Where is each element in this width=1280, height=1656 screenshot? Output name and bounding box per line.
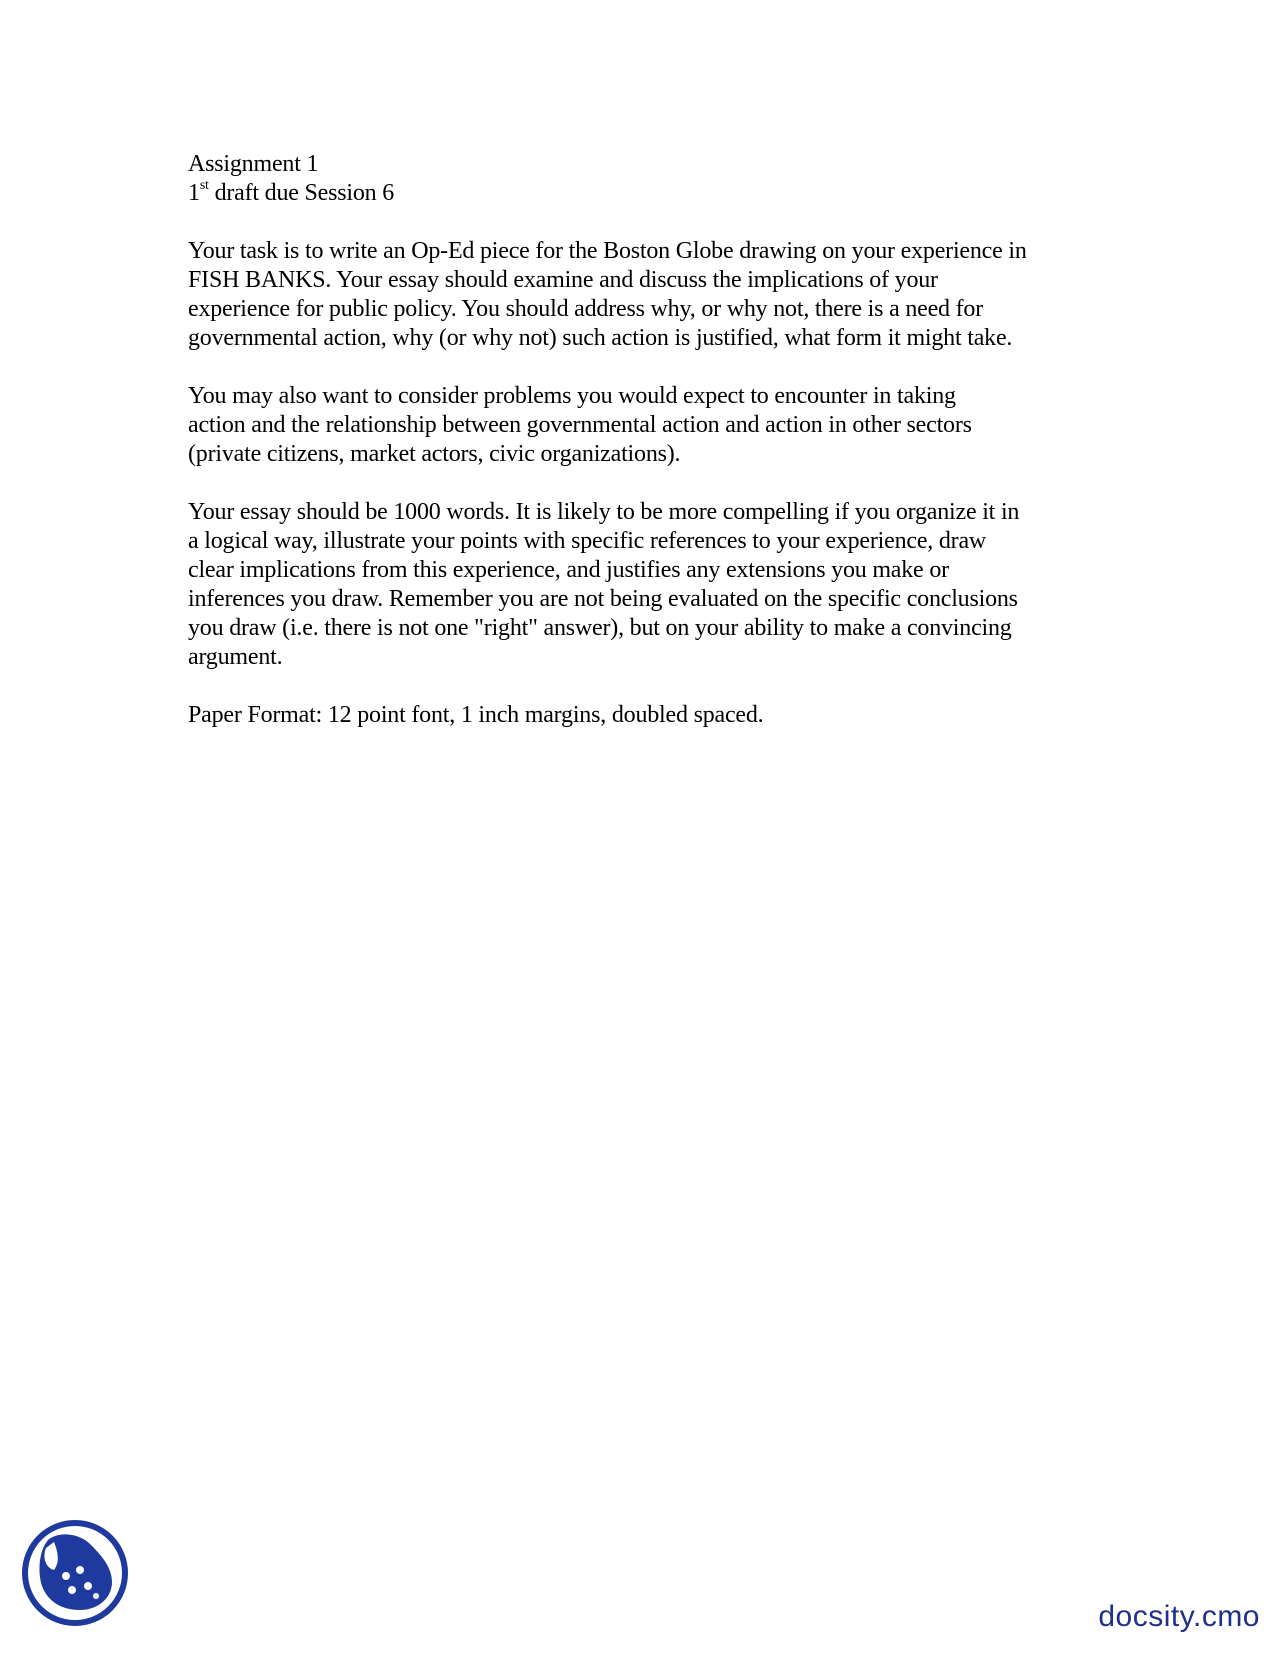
assignment-title: Assignment 1 [188, 151, 319, 177]
text-line: argument. [188, 644, 283, 670]
text-line: action and the relationship between governmental action and action in other sectors [188, 412, 972, 438]
text-line: (private citizens, market actors, civic organizations). [188, 441, 681, 467]
text-line: Your essay should be 1000 words. It is likely to be more compelling if you organize it in [188, 499, 1020, 525]
due-line [188, 179, 1088, 208]
text-line: Your task is to write an Op-Ed piece for the Boston Globe drawing on your experience in [188, 238, 1027, 264]
text-line: inferences you draw. Remember you are not being evaluated on the specific conclusions [188, 586, 1018, 612]
brand-link[interactable]: docsity.cmo [1098, 1600, 1260, 1633]
due-suffix: st [199, 178, 209, 193]
text-line: You may also want to consider problems you would expect to encounter in taking [188, 383, 956, 409]
paragraph-task [188, 237, 1088, 353]
docsity-logo-graphic [20, 1518, 130, 1628]
text-line: FISH BANKS. Your essay should examine and discuss the implications of your [188, 267, 938, 293]
text-line: Paper Format: 12 point font, 1 inch margins, doubled spaced. [188, 702, 764, 728]
due-number: 1 [188, 180, 200, 206]
due-text: draft due Session 6 [208, 180, 395, 206]
text-line: experience for public policy. You should address why, or why not, there is a need for [188, 296, 984, 322]
docsity-logo-icon[interactable] [20, 1518, 130, 1628]
paragraph-requirements [188, 498, 1088, 672]
document-body [188, 150, 1088, 730]
text-line: clear implications from this experience, and justifies any extensions you make or [188, 557, 949, 583]
text-line: a logical way, illustrate your points with specific references to your experience, draw [188, 528, 987, 554]
paragraph-format [188, 701, 1088, 730]
text-line: governmental action, why (or why not) such action is justified, what form it might take. [188, 325, 1013, 351]
paragraph-considerations [188, 382, 1088, 469]
text-line: you draw (i.e. there is not one "right" answer), but on your ability to make a convincing [188, 615, 1012, 641]
